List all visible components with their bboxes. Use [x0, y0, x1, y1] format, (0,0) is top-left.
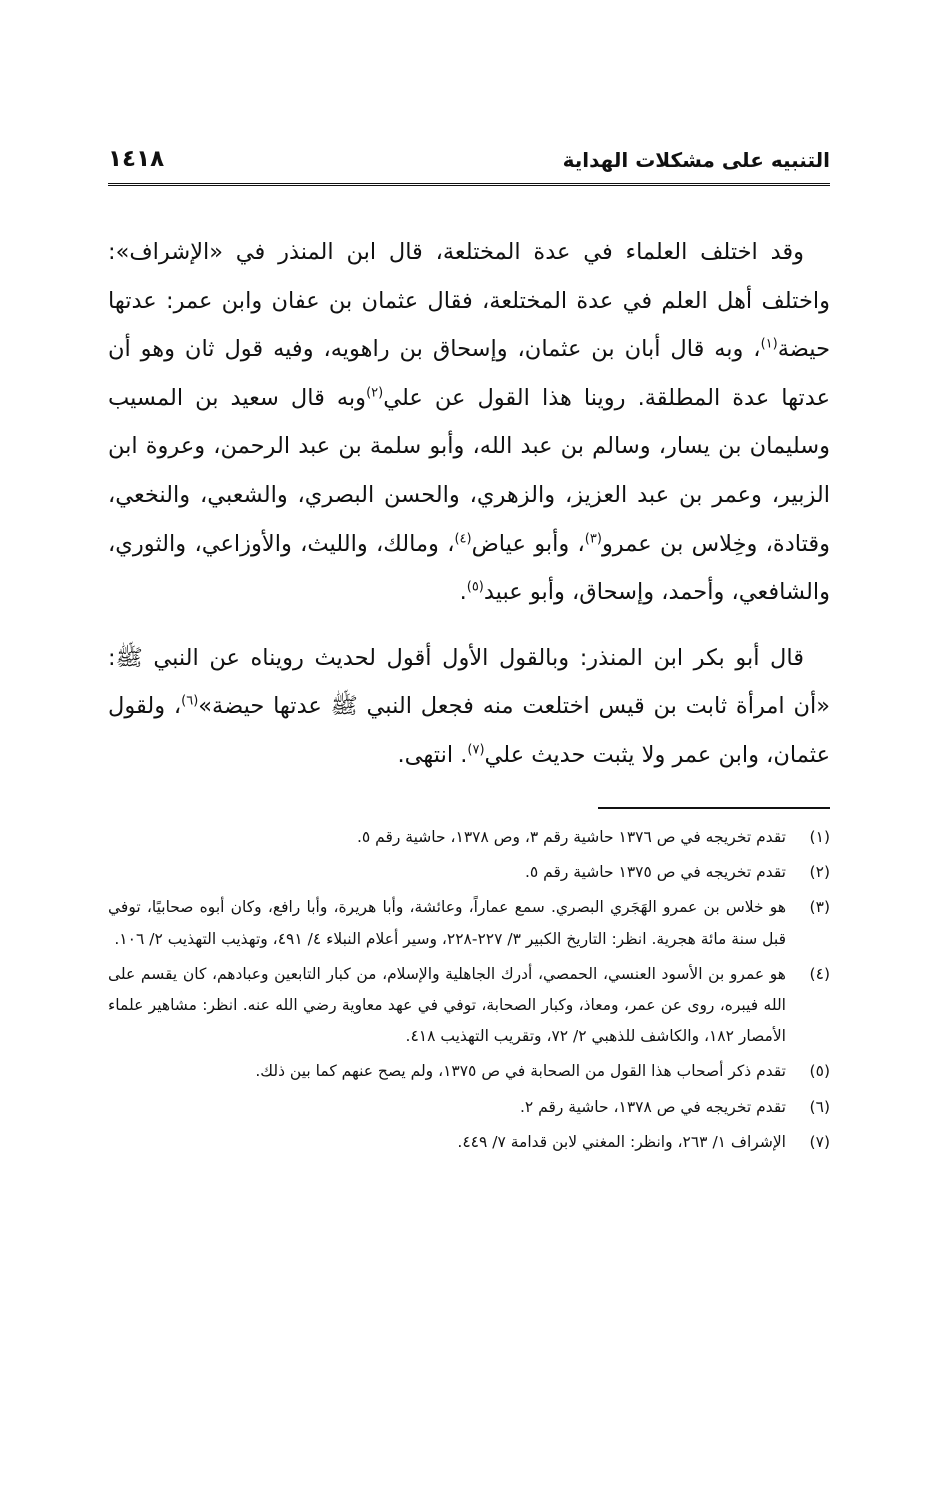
paragraph-2 [108, 634, 830, 780]
main-text [108, 228, 830, 780]
footnote-ref-7: (٧) [467, 742, 485, 758]
running-header-title: التنبيه على مشكلات الهداية [562, 148, 830, 172]
text-run: ، وبه قال أبان بن عثمان، وإسحاق بن راهويه، وفيه قول ثان وهو أن عدتها عدة المطلقة. روينا هذا القول عن علي [108, 336, 831, 411]
footnote-ref-1: (١) [760, 336, 778, 352]
text-run: ، ومالك، والليث، والأوزاعي، والثوري، والشافعي، وأحمد، وإسحاق، وأبو عبيد [108, 530, 830, 606]
footnote-text: تقدم تخريجه في ص ١٣٧٨، حاشية رقم ٢. [519, 1097, 786, 1116]
footnote-ref-5: (٥) [466, 579, 484, 595]
footnote-ref-4: (٤) [454, 531, 472, 547]
footnote-text: الإشراف ١/ ٢٦٣، وانظر: المغني لابن قدامة ٧/ ٤٤٩. [457, 1132, 786, 1151]
text-run: ، ولقول عثمان، وابن عمر ولا يثبت حديث علي [108, 693, 830, 768]
footnote-1 [108, 822, 830, 853]
footnote-number: (٤) [809, 964, 830, 983]
paragraph-1 [108, 228, 830, 617]
footnote-text: تقدم تخريجه في ص ١٣٧٦ حاشية رقم ٣، وص ١٣٧٨، حاشية رقم ٥. [356, 828, 786, 846]
footnote-4 [108, 959, 830, 1053]
footnote-number: (٧) [809, 1132, 830, 1151]
header-rule [108, 183, 830, 188]
footnote-text: تقدم ذكر أصحاب هذا القول من الصحابة في ص ١٣٧٥، ولم يصح عنهم كما بين ذلك. [255, 1062, 786, 1081]
footnote-number: (٦) [809, 1097, 830, 1116]
footnote-6 [108, 1092, 830, 1123]
page-number: ١٤١٨ [108, 146, 165, 172]
text-run: . [459, 579, 467, 606]
footnote-number: (٢) [809, 863, 830, 882]
text-run: قال أبو بكر ابن المنذر: وبالقول الأول أقول لحديث رويناه عن النبي ﷺ: «أن امرأة ثابت بن قيس اختلعت منه فجعل النبي ﷺ عدتها حيضة» [108, 644, 830, 720]
footnote-2 [108, 857, 830, 888]
text-run: وبه قال سعيد بن المسيب وسليمان بن يسار، وسالم بن عبد الله، وأبو سلمة بن عبد الرحمن، وعروة ابن الزبير، وعمر بن عبد العزيز، والزهري، والحسن البصري، والشعبي، والنخعي، وقتادة، وخِلاس بن عمرو [108, 384, 831, 557]
footnote-ref-6: (٦) [181, 693, 199, 709]
footnote-text: تقدم تخريجه في ص ١٣٧٥ حاشية رقم ٥. [524, 863, 786, 882]
footnote-separator [598, 807, 830, 809]
footnote-7 [108, 1127, 830, 1158]
book-page [108, 0, 830, 1494]
footnote-text: هو خلاس بن عمرو الهَجَري البصري. سمع عماراً، وعائشة، وأبا هريرة، وأبا رافع، وكان أبوه صحابيًا، توفي قبل سنة مائة هجرية. انظر: التاريخ الكبير ٣/ ٢٢٧-٢٢٨، وسير أعلام النبلاء ٤/ ٤٩١، وتهذيب التهذيب ٢/ ١٠٦. [108, 898, 786, 948]
text-run: وقد اختلف العلماء في عدة المختلعة، قال ابن المنذر في «الإشراف»: واختلف أهل العلم في عدة المختلعة، فقال عثمان بن عفان وابن عمر: عدتها حيضة [108, 239, 830, 363]
footnote-ref-3: (٣) [584, 531, 602, 547]
running-header [108, 142, 830, 182]
footnote-3 [108, 892, 830, 954]
footnote-number: (١) [809, 828, 830, 846]
footnote-ref-2: (٢) [366, 385, 384, 401]
footnote-text: هو عمرو بن الأسود العنسي، الحمصي، أدرك الجاهلية والإسلام، من كبار التابعين وعبادهم، كان يقسم على الله فيبره، روى عن عمر، ومعاذ، وكبار الصحابة، توفي في عهد معاوية رضي الله عنه. انظر: مشاهير علماء الأمصار ١٨٢، والكاشف للذهبي ٢/ ٧٢، وتقريب التهذيب ٤١٨. [108, 964, 786, 1046]
footnote-number: (٣) [809, 898, 830, 917]
footnotes [108, 822, 830, 1162]
text-run: ، وأبو عياض [471, 530, 585, 557]
footnote-number: (٥) [809, 1062, 830, 1081]
text-run: . انتهى. [397, 741, 468, 768]
footnote-5 [108, 1056, 830, 1087]
